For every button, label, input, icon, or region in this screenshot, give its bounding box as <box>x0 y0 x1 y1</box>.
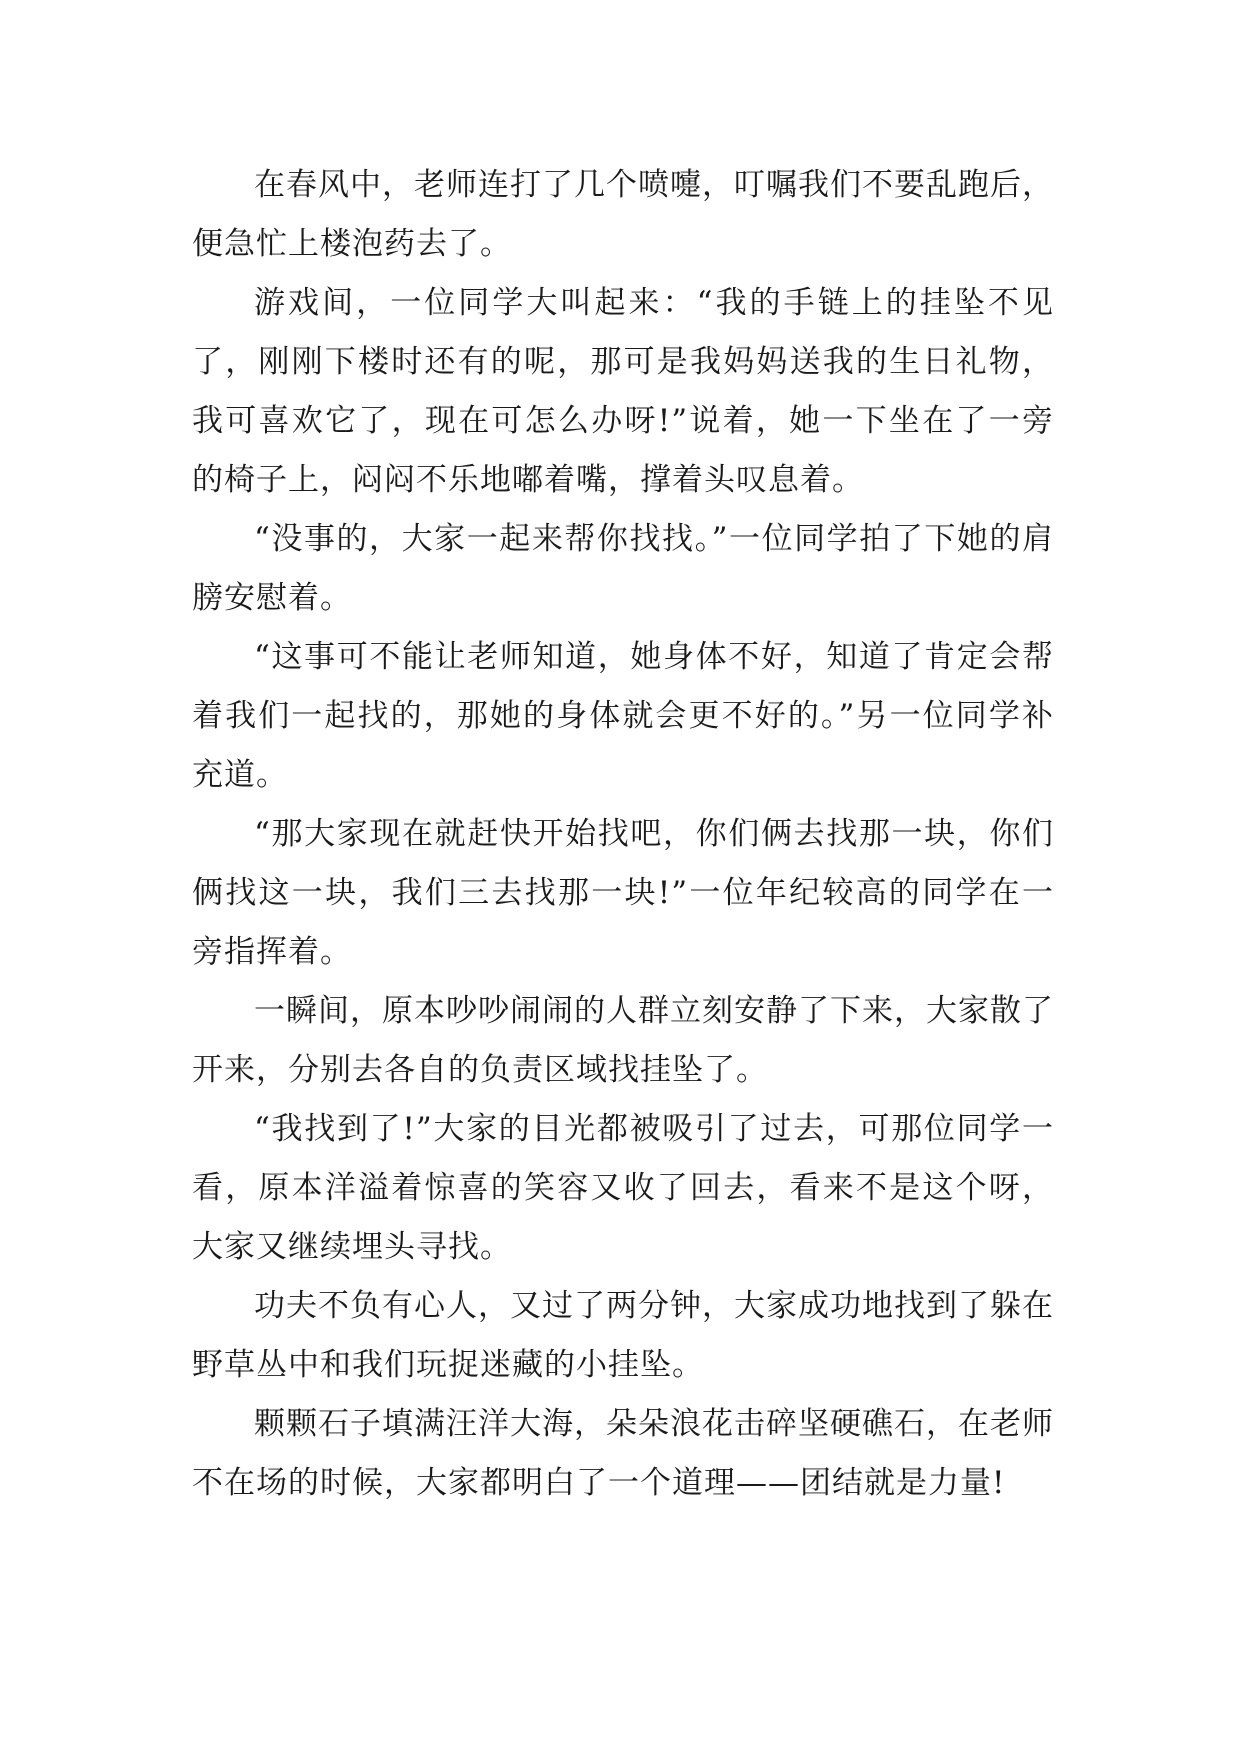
paragraph: 一瞬间，原本吵吵闹闹的人群立刻安静了下来，大家散了开来，分别去各自的负责区域找挂坠了。 <box>192 993 1054 1088</box>
paragraph: 颗颗石子填满汪洋大海，朵朵浪花击碎坚硬礁石，在老师不在场的时候，大家都明白了一个道理——团结就是力量! <box>192 1406 1054 1501</box>
paragraph: 在春风中，老师连打了几个喷嚏，叮嘱我们不要乱跑后，便急忙上楼泡药去了。 <box>192 167 1054 262</box>
document-body <box>192 156 1054 1513</box>
paragraph: “我找到了!”大家的目光都被吸引了过去，可那位同学一看，原本洋溢着惊喜的笑容又收了回去，看来不是这个呀，大家又继续埋头寻找。 <box>192 1111 1054 1265</box>
paragraph: “那大家现在就赶快开始找吧，你们俩去找那一块，你们俩找这一块，我们三去找那一块!”一位年纪较高的同学在一旁指挥着。 <box>192 816 1054 970</box>
paragraph: “这事可不能让老师知道，她身体不好，知道了肯定会帮着我们一起找的，那她的身体就会更不好的。”另一位同学补充道。 <box>192 639 1054 793</box>
paragraph: “没事的，大家一起来帮你找找。”一位同学拍了下她的肩膀安慰着。 <box>192 521 1054 616</box>
paragraph: 功夫不负有心人，又过了两分钟，大家成功地找到了躲在野草丛中和我们玩捉迷藏的小挂坠。 <box>192 1288 1054 1383</box>
paragraph: 游戏间，一位同学大叫起来：“我的手链上的挂坠不见了，刚刚下楼时还有的呢，那可是我妈妈送我的生日礼物，我可喜欢它了，现在可怎么办呀!”说着，她一下坐在了一旁的椅子上，闷闷不乐地嘟着嘴，撑着头叹息着。 <box>192 285 1054 498</box>
